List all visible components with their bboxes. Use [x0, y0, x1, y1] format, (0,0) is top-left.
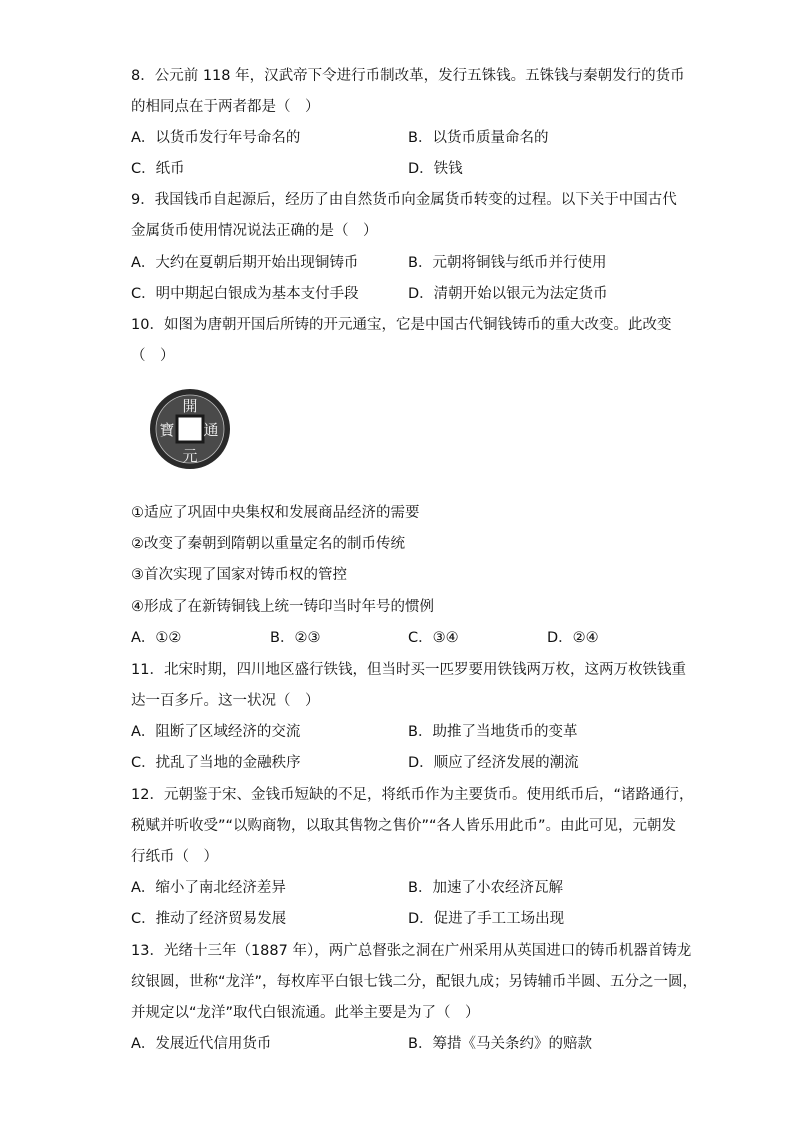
q9-option-c[interactable]: C．明中期起白银成为基本支付手段: [131, 286, 359, 302]
q13-stem-line-1: 13．光绪十三年（1887 年），两广总督张之洞在广州采用从英国进口的铸币机器首铸龙: [131, 943, 692, 959]
q10-option-b[interactable]: B．②③: [270, 630, 321, 646]
q13-option-a[interactable]: A．发展近代信用货币: [131, 1036, 272, 1052]
q12-stem-line-1: 12．元朝鉴于宋、金钱币短缺的不足，将纸币作为主要货币。使用纸币后，“诸路通行，: [131, 787, 694, 803]
q10-statement-4: ④形成了在新铸铜钱上统一铸印当时年号的惯例: [131, 599, 434, 615]
q12-stem-line-3: 行纸币（ ）: [131, 849, 218, 865]
q10-statement-1: ①适应了巩固中央集权和发展商品经济的需要: [131, 505, 420, 521]
q13-option-b[interactable]: B．筹措《马关条约》的赔款: [408, 1036, 592, 1052]
q8-stem-line-2: 的相同点在于两者都是（ ）: [131, 99, 320, 115]
q10-statement-2: ②改变了秦朝到隋朝以重量定名的制币传统: [131, 536, 405, 552]
coin-glyph-left: 寶: [159, 421, 175, 439]
q8-stem-line-1: 8．公元前 118 年，汉武帝下令进行币制改革，发行五铢钱。五铢钱与秦朝发行的货币: [131, 68, 685, 84]
q9-stem-line-1: 9．我国钱币自起源后，经历了由自然货币向金属货币转变的过程。以下关于中国古代: [131, 192, 677, 208]
q8-option-d[interactable]: D．铁钱: [408, 161, 463, 177]
q11-option-d[interactable]: D．顺应了经济发展的潮流: [408, 755, 579, 771]
q13-stem-line-2: 纹银圆，世称“龙洋”，每枚库平白银七钱二分，配银九成；另铸辅币半圆、五分之一圆，: [131, 974, 698, 990]
q11-option-b[interactable]: B．助推了当地货币的变革: [408, 724, 578, 740]
kaiyuan-tongbao-coin-image: [140, 388, 240, 470]
q10-statement-3: ③首次实现了国家对铸币权的管控: [131, 567, 347, 583]
q8-option-c[interactable]: C．纸币: [131, 161, 185, 177]
q10-stem-line-1: 10．如图为唐朝开国后所铸的开元通宝，它是中国古代铜钱铸币的重大改变。此改变: [131, 317, 672, 333]
q12-option-b[interactable]: B．加速了小农经济瓦解: [408, 880, 563, 896]
q12-option-a[interactable]: A．缩小了南北经济差异: [131, 880, 286, 896]
q10-option-a[interactable]: A．①②: [131, 630, 182, 646]
q10-stem-line-2: （ ）: [131, 348, 175, 364]
q13-stem-line-3: 并规定以“龙洋”取代白银流通。此举主要是为了（ ）: [131, 1005, 480, 1021]
q9-stem-line-2: 金属货币使用情况说法正确的是（ ）: [131, 223, 378, 239]
q12-stem-line-2: 税赋并听收受”“以购商物，以取其售物之售价”“各人皆乐用此币”。由此可见，元朝发: [131, 818, 677, 834]
q10-option-d[interactable]: D．②④: [547, 630, 599, 646]
q11-option-a[interactable]: A．阻断了区域经济的交流: [131, 724, 301, 740]
q8-option-b[interactable]: B．以货币质量命名的: [408, 130, 549, 146]
q12-option-c[interactable]: C．推动了经济贸易发展: [131, 911, 287, 927]
coin-square-hole: [177, 416, 203, 442]
q8-option-a[interactable]: A．以货币发行年号命名的: [131, 130, 301, 146]
q10-option-c[interactable]: C．③④: [408, 630, 459, 646]
coin-glyph-top: 開: [182, 397, 198, 415]
coin-glyph-bottom: 元: [182, 447, 198, 465]
q12-option-d[interactable]: D．促进了手工工场出现: [408, 911, 565, 927]
q9-option-b[interactable]: B．元朝将铜钱与纸币并行使用: [408, 255, 607, 271]
q9-option-a[interactable]: A．大约在夏朝后期开始出现铜铸币: [131, 255, 359, 271]
q9-option-d[interactable]: D．清朝开始以银元为法定货币: [408, 286, 608, 302]
q11-stem-line-1: 11．北宋时期，四川地区盛行铁钱，但当时买一匹罗要用铁钱两万枚，这两万枚铁钱重: [131, 662, 686, 678]
coin-glyph-right: 通: [203, 421, 219, 439]
q11-stem-line-2: 达一百多斤。这一状况（ ）: [131, 693, 320, 709]
q11-option-c[interactable]: C．扰乱了当地的金融秩序: [131, 755, 301, 771]
